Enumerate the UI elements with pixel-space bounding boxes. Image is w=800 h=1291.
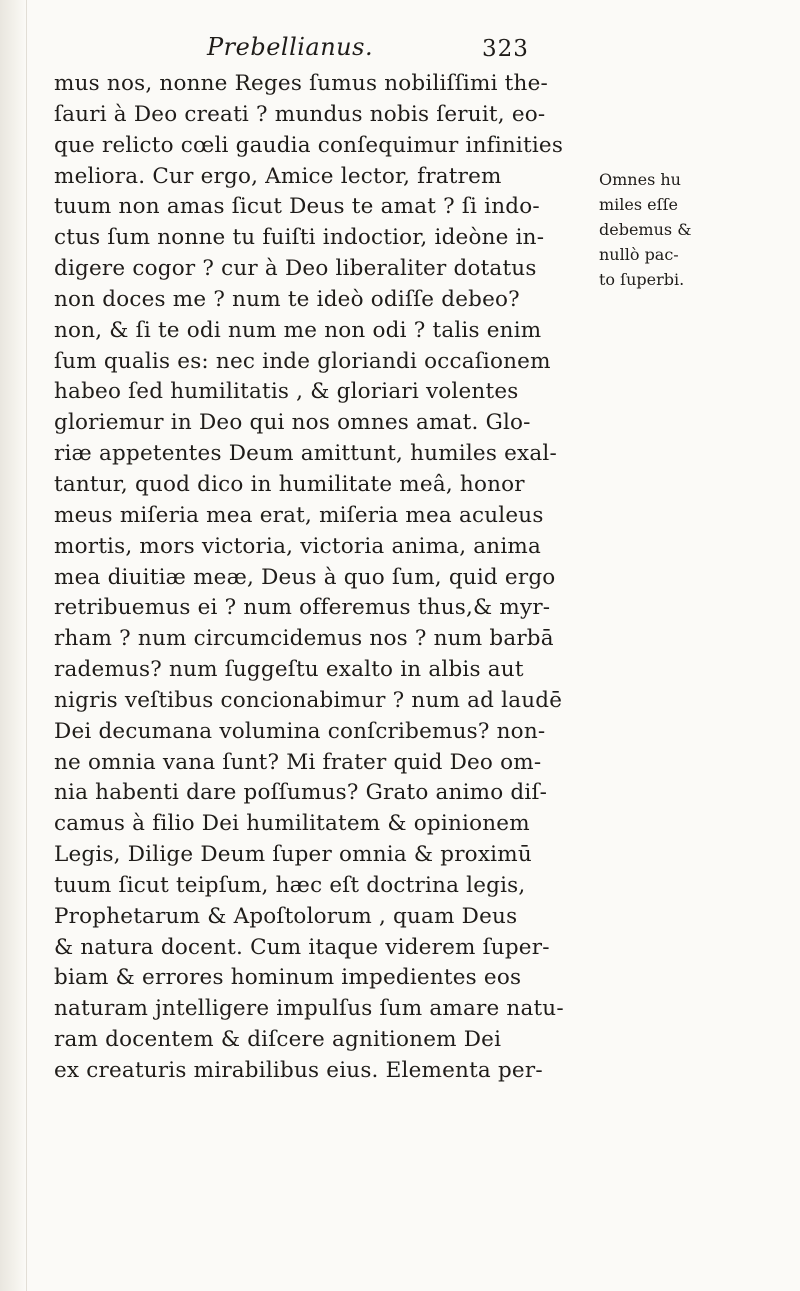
text-line: tantur, quod dico in humilitate meâ, honor (54, 471, 525, 497)
text-line: mortis, mors victoria, victoria anima, anima (54, 533, 542, 559)
margin-note-line: miles eſſe (599, 195, 678, 214)
text-line: que relicto cœli gaudia conſequimur infinities (54, 132, 564, 158)
text-line: nigris veſtibus concionabimur ? num ad laudē (54, 687, 563, 713)
text-line: retribuemus ei ? num offeremus thus,& myr- (54, 595, 551, 621)
text-line: gloriemur in Deo qui nos omnes amat. Glo- (54, 410, 531, 436)
text-line: ſum qualis es: nec inde gloriandi occaſionem (54, 348, 551, 374)
text-line: mus nos, nonne Reges ſumus nobiliſſimi the- (54, 71, 548, 96)
text-line: tuum ſicut teipſum, hæc eſt doctrina legis, (54, 872, 526, 898)
text-line: camus à filio Dei humilitatem & opinionem (54, 811, 530, 837)
text-line: digere cogor ? cur à Deo liberaliter dotatus (54, 256, 537, 282)
body-text (54, 69, 584, 1087)
running-title: Prebellianus. (207, 33, 374, 61)
text-line: naturam jntelligere impulſus ſum amare natu- (54, 996, 564, 1022)
text-line: ſauri à Deo creati ? mundus nobis ſeruit, eo- (54, 101, 546, 127)
text-line: ne omnia vana ſunt? Mi frater quid Deo om- (54, 749, 542, 775)
text-line: rham ? num circumcidemus nos ? num barbā (54, 626, 554, 652)
text-line: non, & ſi te odi num me non odi ? talis enim (54, 317, 542, 343)
margin-note-line: nullò pac- (599, 245, 679, 264)
text-line: biam & errores hominum impedientes eos (54, 965, 522, 991)
text-line: ctus ſum nonne tu fuiſti indoctior, ideòne in- (54, 225, 545, 251)
text-line: habeo ſed humilitatis , & gloriari volentes (54, 379, 519, 405)
text-line: ex creaturis mirabilibus eius. Elementa per- (54, 1058, 543, 1083)
margin-note-line: to ſuperbi. (599, 270, 685, 289)
text-line: meliora. Cur ergo, Amice lector, fratrem (54, 163, 502, 189)
text-line: meus miſeria mea erat, miſeria mea aculeus (54, 502, 544, 528)
text-line: & natura docent. Cum itaque viderem ſuper- (54, 934, 550, 960)
text-line: ram docentem & diſcere agnitionem Dei (54, 1027, 502, 1053)
text-line: Dei decumana volumina conſcribemus? non- (54, 718, 546, 744)
margin-note (599, 167, 789, 292)
page-number: 323 (482, 36, 529, 62)
text-line: rademus? num ſuggeſtu exalto in albis aut (54, 657, 524, 683)
page-binding-edge (0, 0, 27, 1291)
text-line: Prophetarum & Apoſtolorum , quam Deus (54, 903, 518, 929)
text-line: nia habenti dare poſſumus? Grato animo diſ- (54, 780, 548, 806)
margin-note-line: Omnes hu (599, 170, 681, 189)
text-line: tuum non amas ſicut Deus te amat ? ſi indo- (54, 194, 540, 220)
margin-note-line: debemus & (599, 220, 692, 239)
text-line: mea diuitiæ meæ, Deus à quo ſum, quid ergo (54, 564, 556, 590)
text-line: riæ appetentes Deum amittunt, humiles exal- (54, 441, 557, 467)
text-line: non doces me ? num te ideò odiſſe debeo? (54, 286, 520, 312)
text-line: Legis, Dilige Deum ſuper omnia & proximū (54, 842, 532, 868)
